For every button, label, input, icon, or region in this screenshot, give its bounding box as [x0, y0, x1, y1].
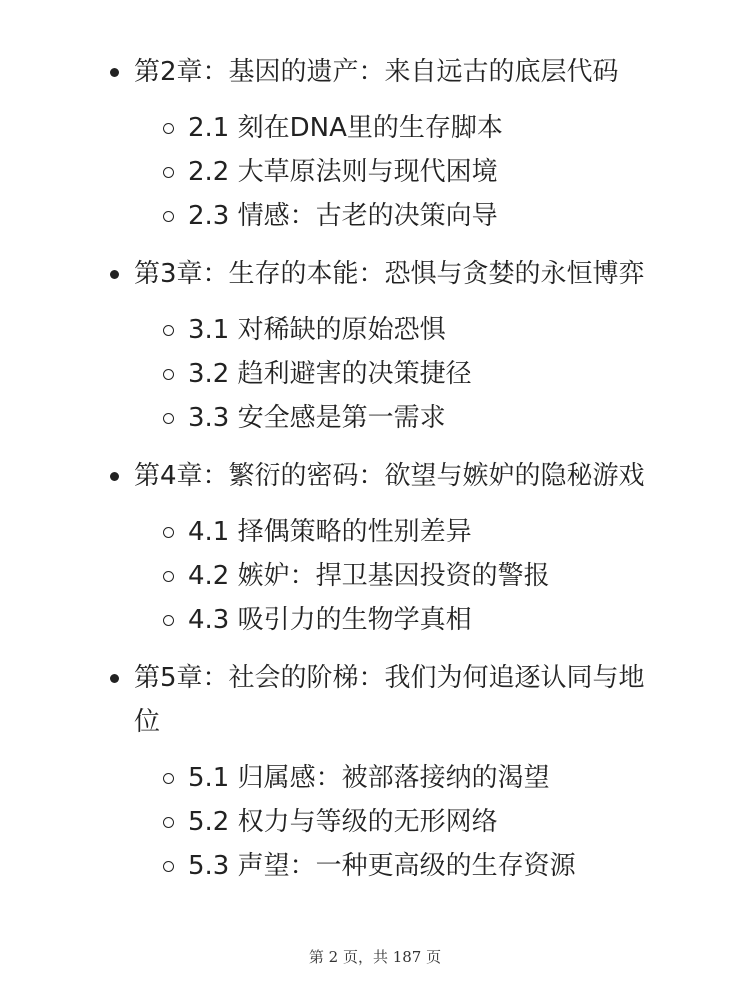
chapter-heading [0, 50, 750, 94]
section-list [0, 756, 750, 888]
section-item [0, 352, 750, 396]
section-item [0, 308, 750, 352]
chapter-4 [0, 454, 750, 642]
chapter-2 [0, 50, 750, 238]
section-title: 4.1 择偶策略的性别差异 [188, 517, 472, 547]
table-of-contents [0, 50, 750, 902]
bullet-disc-icon [110, 270, 119, 279]
bullet-circle-icon [163, 571, 174, 582]
section-list [0, 106, 750, 238]
bullet-circle-icon [163, 325, 174, 336]
section-title: 3.1 对稀缺的原始恐惧 [188, 315, 446, 345]
section-title: 3.2 趋利避害的决策捷径 [188, 359, 472, 389]
section-item [0, 510, 750, 554]
section-title: 5.3 声望：一种更高级的生存资源 [188, 851, 576, 881]
chapter-5 [0, 656, 750, 888]
chapter-title: 第5章：社会的阶梯：我们为何追逐认同与地位 [134, 663, 645, 737]
chapter-heading [0, 252, 750, 296]
chapter-heading [0, 656, 750, 744]
section-title: 3.3 安全感是第一需求 [188, 403, 446, 433]
page-footer [0, 946, 750, 967]
chapter-title: 第2章：基因的遗产：来自远古的底层代码 [134, 57, 619, 87]
bullet-disc-icon [110, 472, 119, 481]
chapter-title: 第3章：生存的本能：恐惧与贪婪的永恒博弈 [134, 259, 645, 289]
section-item [0, 844, 750, 888]
section-item [0, 194, 750, 238]
bullet-circle-icon [163, 369, 174, 380]
section-item [0, 598, 750, 642]
bullet-circle-icon [163, 123, 174, 134]
section-item [0, 396, 750, 440]
bullet-circle-icon [163, 211, 174, 222]
bullet-disc-icon [110, 68, 119, 77]
section-item [0, 756, 750, 800]
section-title: 2.2 大草原法则与现代困境 [188, 157, 498, 187]
bullet-circle-icon [163, 167, 174, 178]
bullet-circle-icon [163, 615, 174, 626]
bullet-circle-icon [163, 773, 174, 784]
bullet-circle-icon [163, 413, 174, 424]
section-list [0, 308, 750, 440]
bullet-circle-icon [163, 861, 174, 872]
bullet-circle-icon [163, 817, 174, 828]
chapter-heading [0, 454, 750, 498]
page-number-label: 第 2 页，共 187 页 [308, 948, 442, 966]
section-title: 5.1 归属感：被部落接纳的渴望 [188, 763, 550, 793]
section-title: 2.3 情感：古老的决策向导 [188, 201, 498, 231]
section-title: 5.2 权力与等级的无形网络 [188, 807, 498, 837]
chapter-3 [0, 252, 750, 440]
bullet-disc-icon [110, 674, 119, 683]
section-title: 2.1 刻在DNA里的生存脚本 [188, 113, 503, 143]
section-title: 4.3 吸引力的生物学真相 [188, 605, 472, 635]
chapter-title: 第4章：繁衍的密码：欲望与嫉妒的隐秘游戏 [134, 461, 645, 491]
section-list [0, 510, 750, 642]
section-item [0, 106, 750, 150]
section-item [0, 150, 750, 194]
section-title: 4.2 嫉妒：捍卫基因投资的警报 [188, 561, 550, 591]
section-item [0, 554, 750, 598]
section-item [0, 800, 750, 844]
bullet-circle-icon [163, 527, 174, 538]
